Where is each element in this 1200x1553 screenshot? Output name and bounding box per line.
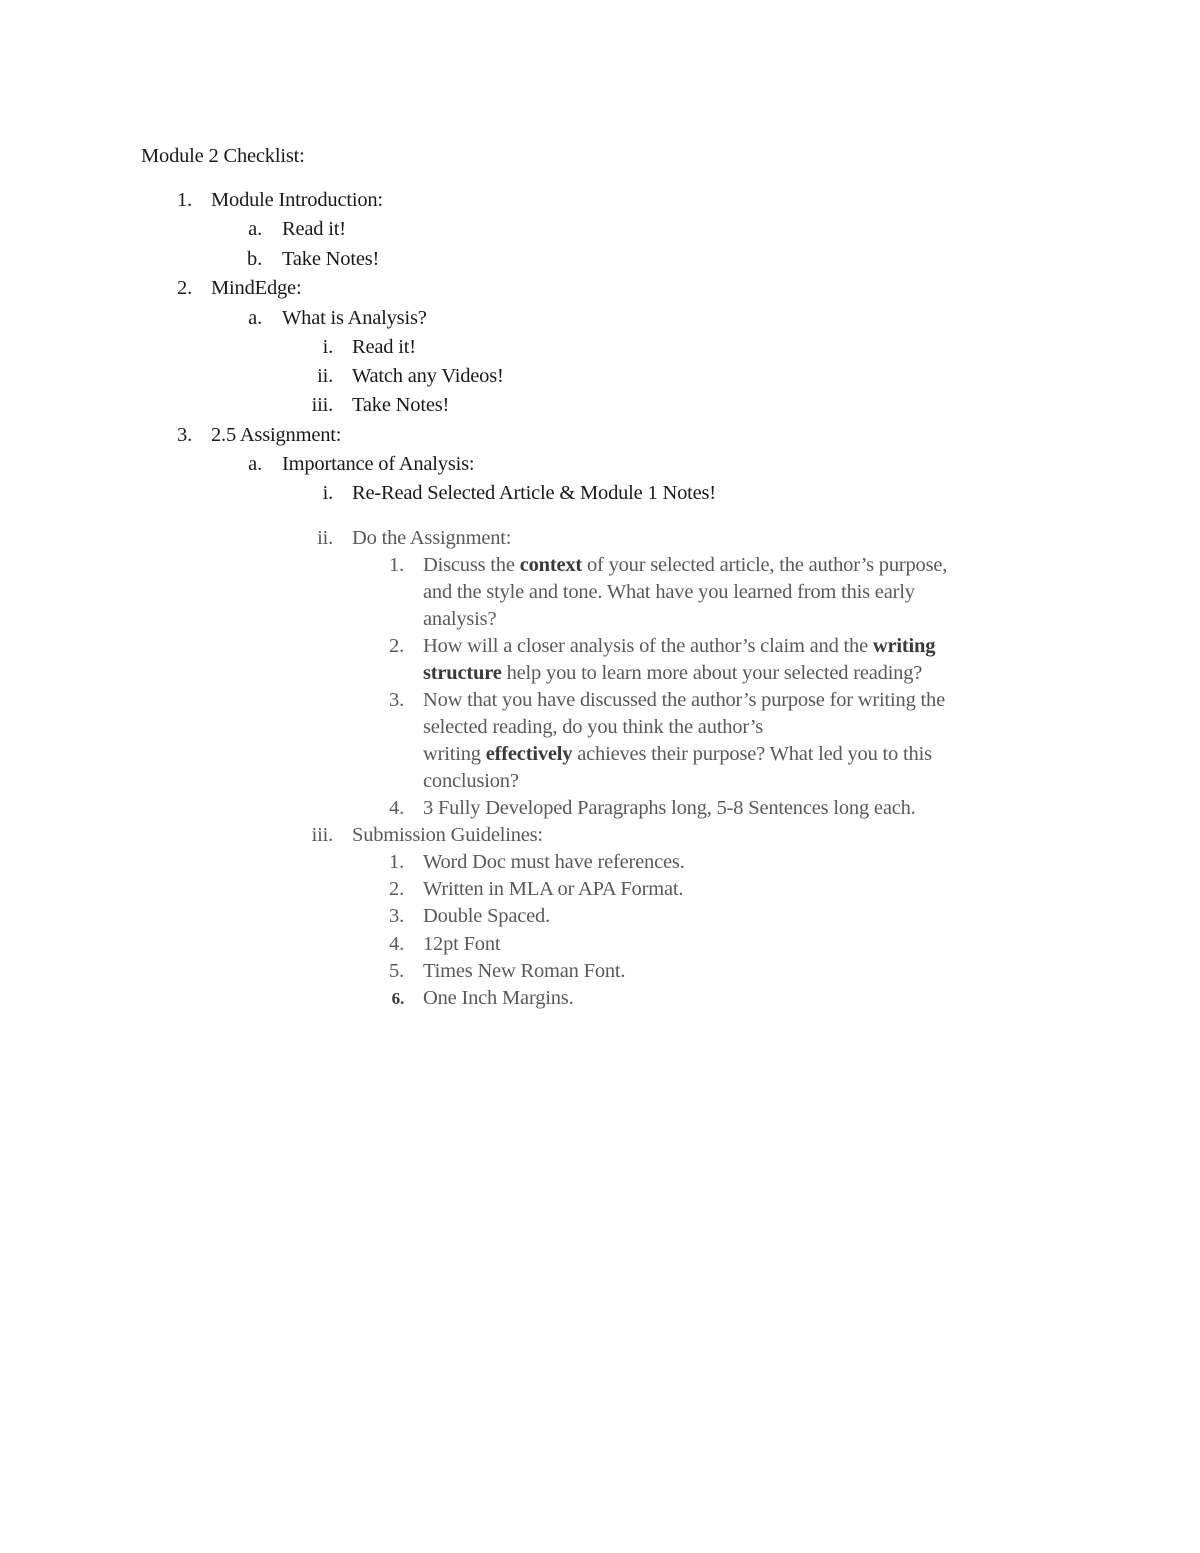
list-item: Take Notes! xyxy=(282,248,380,270)
list-marker: ii. xyxy=(317,365,333,387)
list-marker: a. xyxy=(248,307,262,329)
list-item: Do the Assignment: xyxy=(352,527,512,549)
list-item-continuation: analysis? xyxy=(423,608,497,630)
list-item: Now that you have discussed the author’s purpose for writing the xyxy=(423,689,945,711)
list-marker: iii. xyxy=(311,394,333,416)
list-item-continuation: and the style and tone. What have you learned from this early xyxy=(423,581,915,603)
emphasis-text: effectively xyxy=(485,743,573,765)
list-marker: 3. xyxy=(177,424,192,446)
list-item: Importance of Analysis: xyxy=(282,453,475,475)
list-marker: 2. xyxy=(177,277,192,299)
list-item: Take Notes! xyxy=(352,394,450,416)
list-item: 12pt Font xyxy=(423,933,501,955)
list-item: Word Doc must have references. xyxy=(423,851,685,873)
list-item: 2.5 Assignment: xyxy=(211,424,342,446)
list-marker: i. xyxy=(322,336,333,358)
list-item: Re-Read Selected Article & Module 1 Notes! xyxy=(352,482,716,504)
list-item: What is Analysis? xyxy=(282,307,427,329)
list-item-continuation: conclusion? xyxy=(423,770,519,792)
list-marker: 3. xyxy=(389,689,404,711)
list-marker: a. xyxy=(248,453,262,475)
list-item: Submission Guidelines: xyxy=(352,824,543,846)
list-marker: 1. xyxy=(389,851,404,873)
list-marker: iii. xyxy=(311,824,333,846)
list-item: One Inch Margins. xyxy=(423,987,574,1009)
list-item: 3 Fully Developed Paragraphs long, 5-8 Sentences long each. xyxy=(423,797,916,819)
list-marker: 1. xyxy=(177,189,192,211)
list-marker: 4. xyxy=(389,933,404,955)
list-item-continuation: writing effectively achieves their purpose? What led you to this xyxy=(423,743,932,765)
list-item-continuation: structure help you to learn more about your selected reading? xyxy=(423,662,923,684)
list-item: Double Spaced. xyxy=(423,905,550,927)
emphasis-text: writing xyxy=(872,635,936,657)
list-marker: 2. xyxy=(389,878,404,900)
document-title: Module 2 Checklist: xyxy=(141,145,305,167)
list-marker: a. xyxy=(248,218,262,240)
list-marker: 3. xyxy=(389,905,404,927)
list-item: Read it! xyxy=(282,218,346,240)
emphasis-text: structure xyxy=(423,662,502,684)
list-item: Watch any Videos! xyxy=(352,365,504,387)
list-marker: i. xyxy=(322,482,333,504)
list-item: How will a closer analysis of the author’s claim and the writing xyxy=(423,635,936,657)
list-marker: 5. xyxy=(389,960,404,982)
emphasis-text: context xyxy=(519,554,583,576)
list-marker: 4. xyxy=(389,797,404,819)
list-marker: 6. xyxy=(391,989,404,1008)
list-marker: b. xyxy=(247,248,262,270)
list-item: Module Introduction: xyxy=(211,189,383,211)
list-item: Times New Roman Font. xyxy=(423,960,626,982)
list-marker: 1. xyxy=(389,554,404,576)
list-item: Discuss the context of your selected article, the author’s purpose, xyxy=(423,554,948,576)
list-item: Written in MLA or APA Format. xyxy=(423,878,684,900)
list-item: MindEdge: xyxy=(211,277,302,299)
list-marker: 2. xyxy=(389,635,404,657)
list-item-continuation: selected reading, do you think the author’s xyxy=(423,716,764,738)
list-marker: ii. xyxy=(317,527,333,549)
list-item: Read it! xyxy=(352,336,416,358)
